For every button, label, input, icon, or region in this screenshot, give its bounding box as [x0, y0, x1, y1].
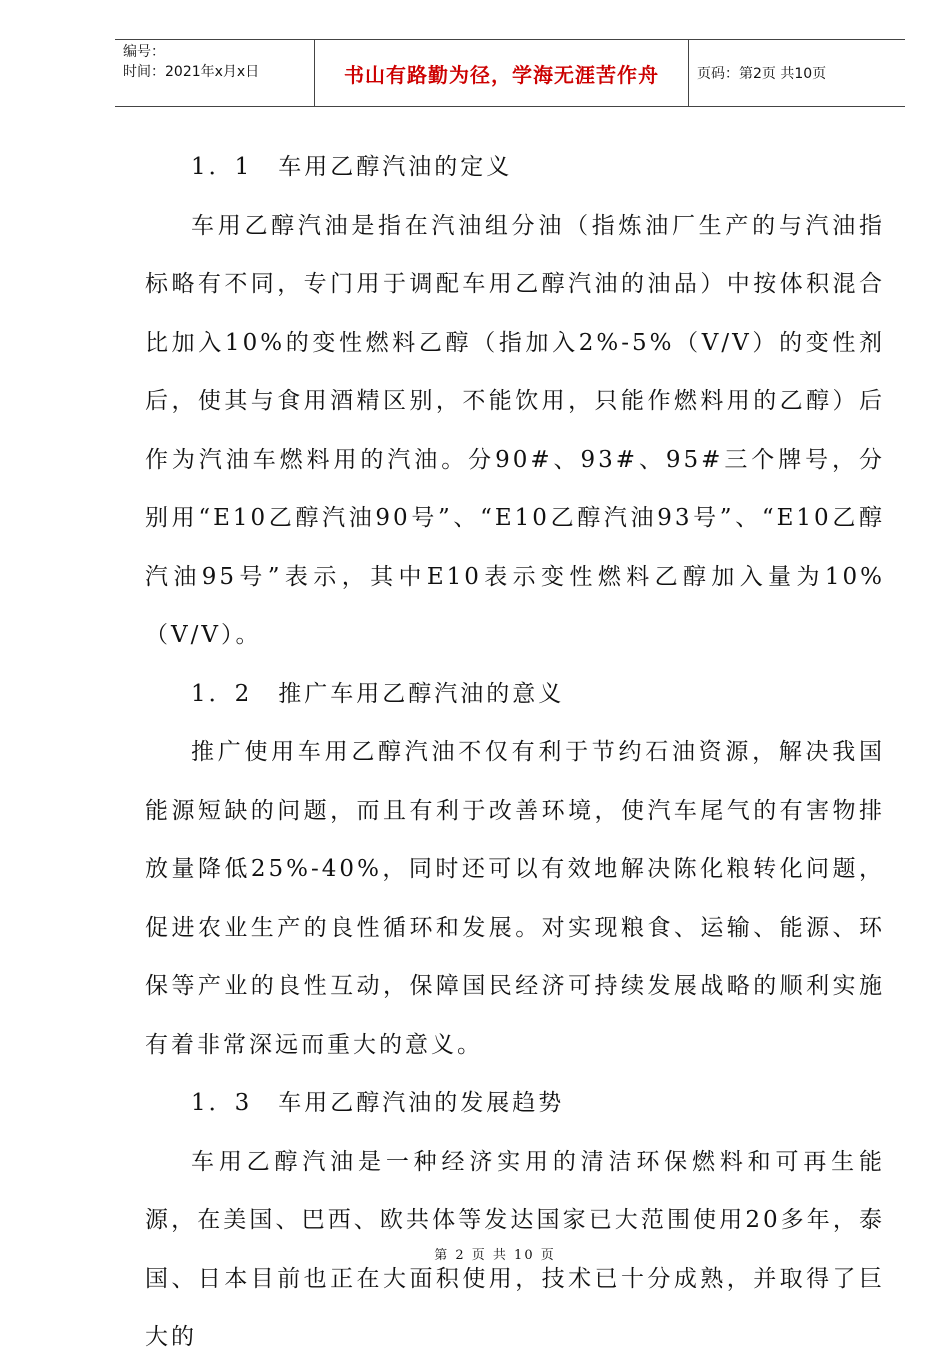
section-heading: 1．1 车用乙醇汽油的定义 — [191, 154, 513, 180]
section-heading: 1．2 推广车用乙醇汽油的意义 — [191, 680, 565, 707]
header-meta — [115, 40, 315, 106]
page-header — [115, 39, 905, 107]
paragraph: 车用乙醇汽油是一种经济实用的清洁环保燃料和可再生能源，在美国、巴西、欧共体等发达国家已大范围使用20多年，泰国、日本目前也正在大面积使用，技术已十分成熟，并取得了巨大的 — [145, 1148, 885, 1350]
paragraph: 推广使用车用乙醇汽油不仅有利于节约石油资源，解决我国能源短缺的问题，而且有利于改善环境，使汽车尾气的有害物排放量降低25%-40%，同时还可以有效地解决陈化粮转化问题，促进农业生产的良性循环和发展。对实现粮食、运输、能源、环保等产业的良性互动，保障国民经济可持续发展战略的顺利实施有着非常深远而重大的意义。 — [145, 739, 885, 1058]
number-label: 编号： — [123, 44, 165, 60]
paragraph: 车用乙醇汽油是指在汽油组分油（指炼油厂生产的与汽油指标略有不同，专门用于调配车用乙醇汽油的油品）中按体积混合比加入10%的变性燃料乙醇（指加入2%-5%（V/V）的变性剂后，使其与食用酒精区别，不能饮用，只能作燃料用的乙醇）后作为汽油车燃料用的汽油。分90#、93#、95#三个牌号，分别用“E10乙醇汽油90号”、“E10乙醇汽油93号”、“E10乙醇汽油95号”表示，其中E10表示变性燃料乙醇加入量为10%（V/V）。 — [145, 212, 885, 648]
page-footer: 第 2 页 共 10 页 — [434, 1248, 556, 1263]
header-motto: 书山有路勤为径，学海无涯苦作舟 — [315, 40, 689, 106]
header-page-label: 页码：第2页 共10页 — [697, 66, 827, 82]
section-heading: 1．3 车用乙醇汽油的发展趋势 — [191, 1090, 565, 1116]
document-body — [145, 138, 885, 1367]
time-label: 时间：2021年x月x日 — [123, 64, 260, 80]
